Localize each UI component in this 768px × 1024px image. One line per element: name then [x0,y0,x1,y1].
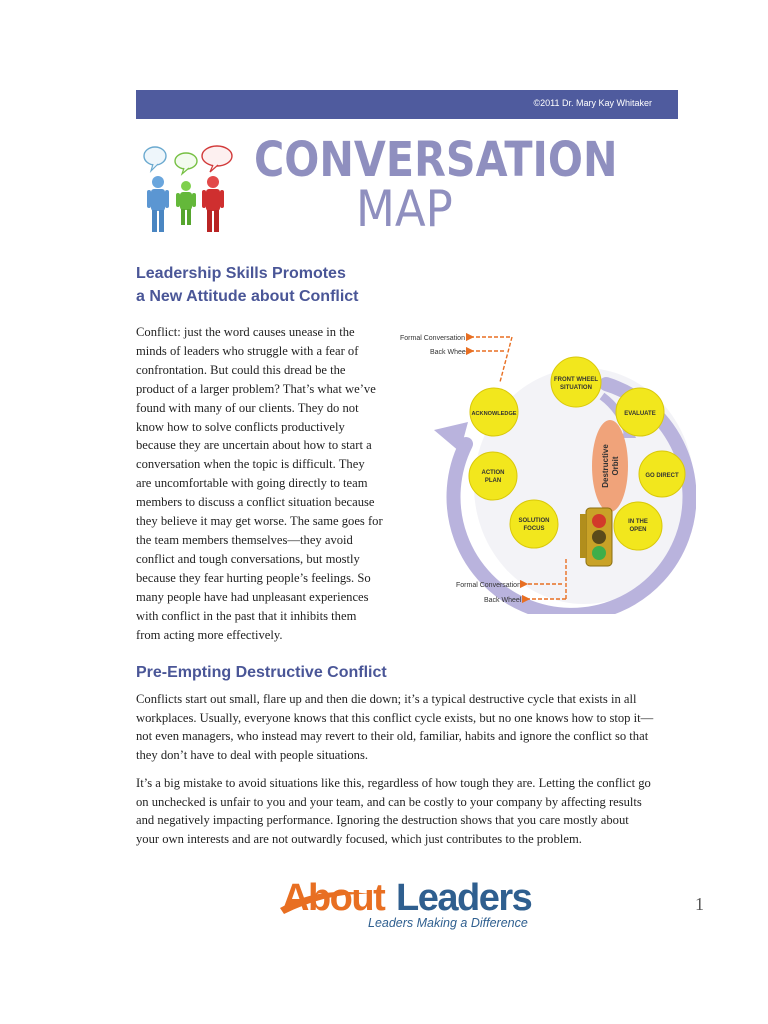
body-line: not even managers, who instead may revert to their old, familiar, habits and ignore the conflict so that [136,729,649,744]
body-line: your own interests and are not outwardly focused, which just contributes to the problem. [136,832,582,847]
node-front-wheel-situation [551,357,601,407]
body-line: because they fear hurting people’s feelings. So [136,570,371,585]
traffic-light-icon [580,508,612,566]
people-speech-bubbles-illustration [136,140,238,238]
svg-text:SOLUTION: SOLUTION [518,518,550,524]
destructive-label: Destructive [601,444,610,488]
node-solution-focus [510,500,558,548]
section1-heading-line1: Leadership Skills Promotes [136,265,346,282]
body-line: they believe it may get worse. The same goes for [136,514,383,529]
body-line: members to discuss a conflict situation because [136,495,375,510]
logo-leaders: Leaders [396,877,532,919]
body-line: Conflicts start out small, flare up and then die down; it’s a typical destructive cycle that exists in all [136,692,637,706]
body-line: on unchecked is unfair to you and your team, and can be costly to your company by affecting results [136,794,642,809]
node-action-plan [469,452,517,500]
node-go-direct [639,451,685,497]
top-back-wheel-label: Back Wheel [430,349,468,356]
svg-text:FOCUS: FOCUS [523,526,545,532]
body-line: are uncomfortable with going directly to team [136,476,368,491]
body-line: conversation when the topic is difficult. They [136,457,365,472]
svg-text:FRONT WHEEL: FRONT WHEEL [554,377,598,383]
section1-heading [136,262,359,308]
section1-body [136,323,396,644]
top-formal-conversation-label: Formal Conversation [400,335,465,342]
orbit-label: Orbit [611,456,620,476]
title-conversation: CONVERSATION [254,132,618,188]
header-bar [136,90,678,119]
section2-paragraph-1 [136,690,680,765]
logo-about: About [282,877,385,919]
body-line: minds of leaders who struggle with a fear of [136,343,359,358]
node-acknowledge [470,388,518,436]
logo-tagline: Leaders Making a Difference [368,916,528,930]
page-number: 1 [695,894,704,914]
aboutleaders-logo [278,872,542,932]
svg-text:IN THE: IN THE [628,519,648,525]
svg-text:ACTION: ACTION [481,470,505,476]
body-line: because they are uncertain about how to start a [136,438,372,453]
body-line: workplaces. Usually, everyone knows that this conflict cycle exists, but no one knows how to stop it— [136,710,654,725]
node-in-the-open [614,502,662,550]
body-line: and negatively impacting performance. Ignoring the destruction shows that you care mostly about [136,813,629,828]
title-map: MAP [356,180,453,238]
body-line: found with many of our clients. They do not [136,400,359,415]
destructive-orbit-oval [592,420,628,512]
bottom-back-wheel-label: Back Wheel [484,597,522,604]
body-line: product of a larger problem? That’s what we’ve [136,381,376,396]
svg-text:EVALUATE: EVALUATE [624,411,656,417]
body-line: many people have had unpleasant experiences [136,589,369,604]
copyright-text: ©2011 Dr. Mary Kay Whitaker [533,98,652,108]
conversation-map-diagram [396,326,696,614]
svg-text:ACKNOWLEDGE: ACKNOWLEDGE [471,411,517,417]
body-line: they don’t have to deal with people situations. [136,748,369,763]
body-line: with conflict in the past that it inhibits them [136,608,357,623]
section1-heading-line2: a New Attitude about Conflict [136,288,359,305]
body-line: know how to solve conflicts productively [136,419,345,434]
body-line: Conflict: just the word causes unease in the [136,325,355,339]
svg-text:PLAN: PLAN [484,478,502,484]
section2-heading: Pre-Empting Destructive Conflict [136,664,387,681]
section2-paragraph-2 [136,774,680,849]
node-evaluate [616,388,664,436]
svg-text:SITUATION: SITUATION [560,385,592,391]
body-line: confrontation. But could this dread be the [136,362,346,377]
svg-text:OPEN: OPEN [629,527,647,533]
body-line: from acting more effectively. [136,627,283,642]
body-line: the team members themselves—they avoid [136,532,353,547]
body-line: conflict and tough conversations, but mostly [136,551,360,566]
svg-text:GO DIRECT: GO DIRECT [645,473,679,479]
bottom-formal-conversation-label: Formal Conversation [456,582,521,589]
body-line: It’s a big mistake to avoid situations like this, regardless of how tough they are. Letting the conflict go [136,776,651,790]
